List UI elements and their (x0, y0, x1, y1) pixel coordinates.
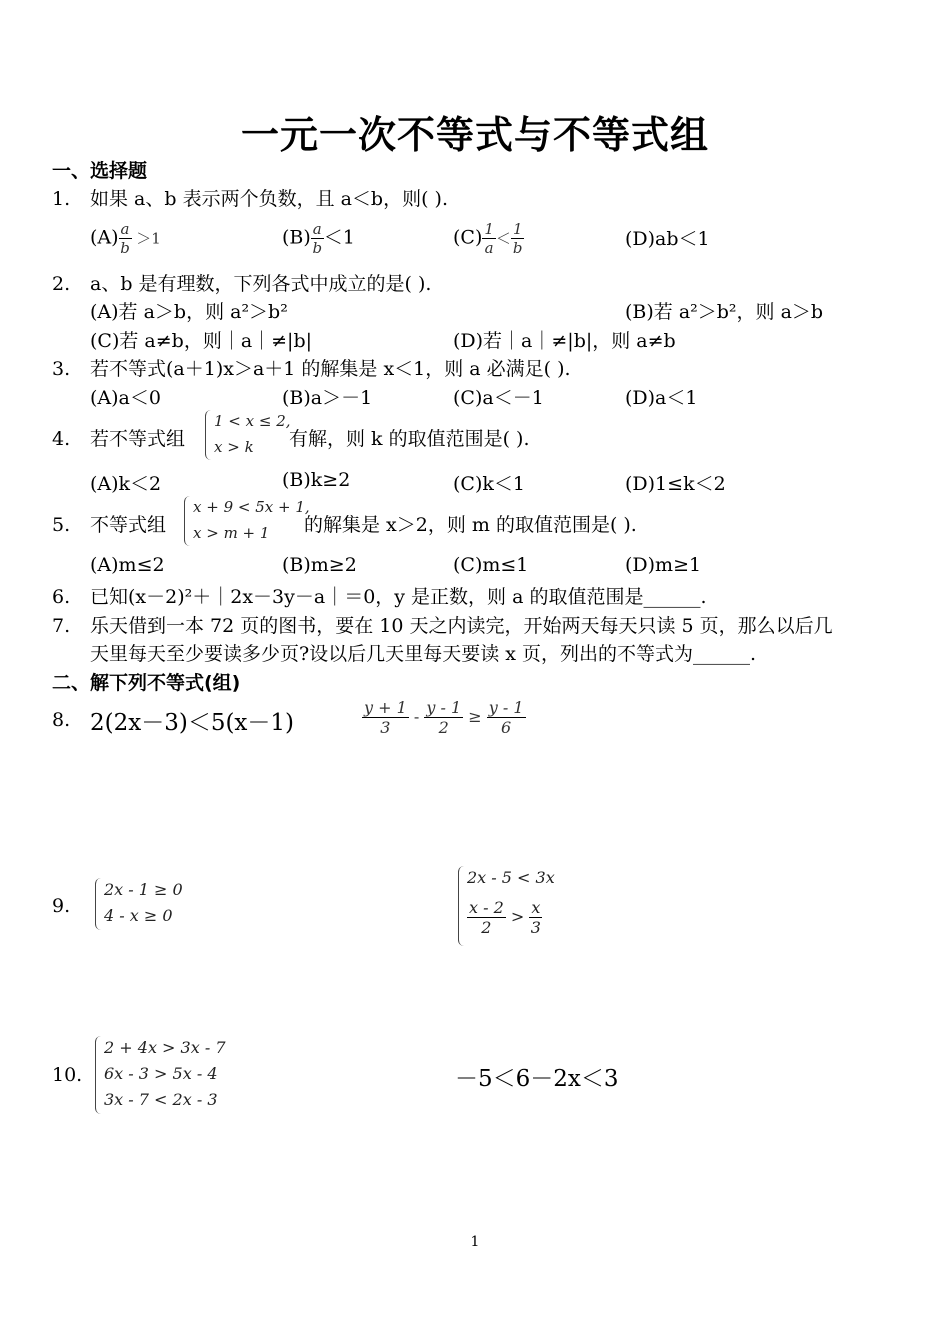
q5-option-a: (A)m≤2 (90, 554, 165, 576)
numerator: 1 (484, 220, 494, 238)
denominator: b (512, 239, 523, 257)
question-4 (52, 424, 185, 451)
q4-option-a: (A)k＜2 (90, 473, 162, 495)
inequality-system (205, 410, 289, 460)
fraction (119, 220, 132, 257)
question-5 (52, 510, 166, 537)
question-7 (52, 611, 833, 638)
question-8-right-inequality (362, 698, 526, 737)
denominator: b (120, 239, 130, 257)
system-row: x > k (214, 438, 254, 456)
system-row (467, 898, 542, 937)
denominator: 3 (530, 918, 541, 938)
question-number: 2. (52, 273, 71, 295)
denominator: 3 (380, 718, 391, 738)
numerator: 1 (512, 220, 523, 238)
brace (458, 866, 465, 946)
q1-option-a (90, 220, 161, 257)
inequality-system (95, 1036, 235, 1114)
question-10-right-inequality: －5＜6－2x＜3 (455, 1066, 619, 1092)
brace (95, 1036, 102, 1114)
q2-option-a: (A)若 a＞b，则 a²＞b² (90, 301, 288, 323)
option-label: (B) (282, 226, 311, 249)
numerator: x (531, 898, 541, 917)
question-number: 5. (52, 514, 71, 536)
numerator: a (120, 220, 130, 238)
question-6 (52, 582, 707, 609)
question-7-line-2: 天里每天至少要读多少页?设以后几天里每天要读 x 页，列出的不等式为______. (90, 643, 757, 665)
question-8-number: 8. (52, 709, 71, 731)
q2-option-b: (B)若 a²＞b²，则 a＞b (625, 301, 824, 323)
page-title: 一元一次不等式与不等式组 (240, 113, 709, 157)
question-9-number: 9. (52, 895, 71, 917)
inequality-system (458, 866, 578, 946)
system-row: 2x - 5 < 3x (467, 868, 555, 887)
q2-option-c: (C)若 a≠b，则｜a｜≠|b| (90, 330, 313, 352)
question-number: 3. (52, 358, 71, 380)
inequality-system (184, 496, 310, 546)
q1-option-d: (D)ab＜1 (625, 228, 710, 250)
q4-option-c: (C)k＜1 (453, 473, 525, 495)
fraction (311, 220, 324, 257)
question-number: 6. (52, 586, 71, 608)
fraction (487, 698, 526, 737)
denominator: 6 (501, 718, 512, 738)
system-row: 6x - 3 > 5x - 4 (104, 1064, 218, 1083)
question-2 (52, 269, 431, 296)
section-heading-solve: 二、解下列不等式(组) (52, 672, 241, 694)
question-text: 如果 a、b 表示两个负数，且 a＜b，则( ). (90, 188, 449, 210)
fraction (362, 698, 409, 737)
fraction (511, 220, 525, 257)
fraction (424, 698, 463, 737)
option-rest: ＞1 (131, 229, 161, 248)
question-3 (52, 354, 571, 381)
denominator: 2 (481, 918, 492, 938)
system-row: 3x - 7 < 2x - 3 (104, 1090, 218, 1109)
question-text: 若不等式(a＋1)x＞a＋1 的解集是 x＜1，则 a 必满足( ). (90, 358, 571, 380)
inequality-system (95, 878, 195, 930)
question-number: 1. (52, 188, 71, 210)
question-text-post: 有解，则 k 的取值范围是( ). (289, 428, 530, 450)
question-text: 乐天借到一本 72 页的图书，要在 10 天之内读完，开始两天每天只读 5 页，那么以后几 (90, 615, 833, 637)
question-number: 4. (52, 428, 71, 450)
operator: - (408, 707, 425, 727)
q5-option-d: (D)m≥1 (625, 554, 702, 576)
brace (205, 410, 212, 460)
system-row: 2x - 1 ≥ 0 (104, 880, 183, 899)
section-heading-choice: 一、选择题 (52, 160, 148, 182)
numerator: x - 2 (469, 898, 504, 917)
q5-option-b: (B)m≥2 (282, 554, 357, 576)
question-text-pre: 若不等式组 (90, 428, 186, 450)
brace (184, 496, 191, 546)
fraction (529, 898, 542, 937)
page-number: 1 (470, 1234, 480, 1250)
q2-option-d: (D)若｜a｜≠|b|，则 a≠b (453, 330, 676, 352)
system-row: 4 - x ≥ 0 (104, 906, 173, 925)
q1-option-c (453, 220, 524, 257)
fraction (467, 898, 506, 937)
fraction (482, 220, 496, 257)
brace (95, 878, 102, 930)
option-rest: ＜1 (323, 226, 355, 249)
question-number: 7. (52, 615, 71, 637)
denominator: b (312, 239, 323, 257)
question-10-number: 10. (52, 1064, 83, 1086)
q5-option-c: (C)m≤1 (453, 554, 529, 576)
question-text: a、b 是有理数，下列各式中成立的是( ). (90, 273, 432, 295)
q3-option-b: (B)a＞－1 (282, 387, 373, 409)
option-label: (C) (453, 226, 483, 249)
q3-option-a: (A)a＜0 (90, 387, 161, 409)
option-label: (A) (90, 226, 119, 249)
operator: > (505, 907, 530, 927)
system-row: x + 9 < 5x + 1, (193, 498, 310, 516)
numerator: y - 1 (426, 698, 462, 717)
numerator: y - 1 (488, 698, 524, 717)
q1-option-b (282, 220, 355, 257)
question-8-left-inequality: 2(2x－3)＜5(x－1) (90, 710, 295, 736)
system-row: x > m + 1 (193, 524, 270, 542)
system-row: 1 < x ≤ 2, (214, 412, 291, 430)
system-row: 2 + 4x > 3x - 7 (104, 1038, 226, 1057)
operator: ≥ (463, 707, 487, 727)
question-text-post: 的解集是 x＞2，则 m 的取值范围是( ). (304, 514, 637, 536)
question-1 (52, 184, 448, 211)
numerator: y + 1 (364, 698, 407, 717)
q3-option-c: (C)a＜－1 (453, 387, 544, 409)
question-text-pre: 不等式组 (90, 514, 167, 536)
denominator: a (484, 239, 494, 257)
denominator: 2 (438, 718, 449, 738)
question-text: 已知(x－2)²＋｜2x－3y－a｜＝0，y 是正数，则 a 的取值范围是______. (90, 586, 707, 608)
numerator: a (312, 220, 322, 238)
q3-option-d: (D)a＜1 (625, 387, 698, 409)
operator: ＜ (495, 229, 511, 248)
q4-option-b: (B)k≥2 (282, 469, 351, 491)
q4-option-d: (D)1≤k＜2 (625, 473, 726, 495)
